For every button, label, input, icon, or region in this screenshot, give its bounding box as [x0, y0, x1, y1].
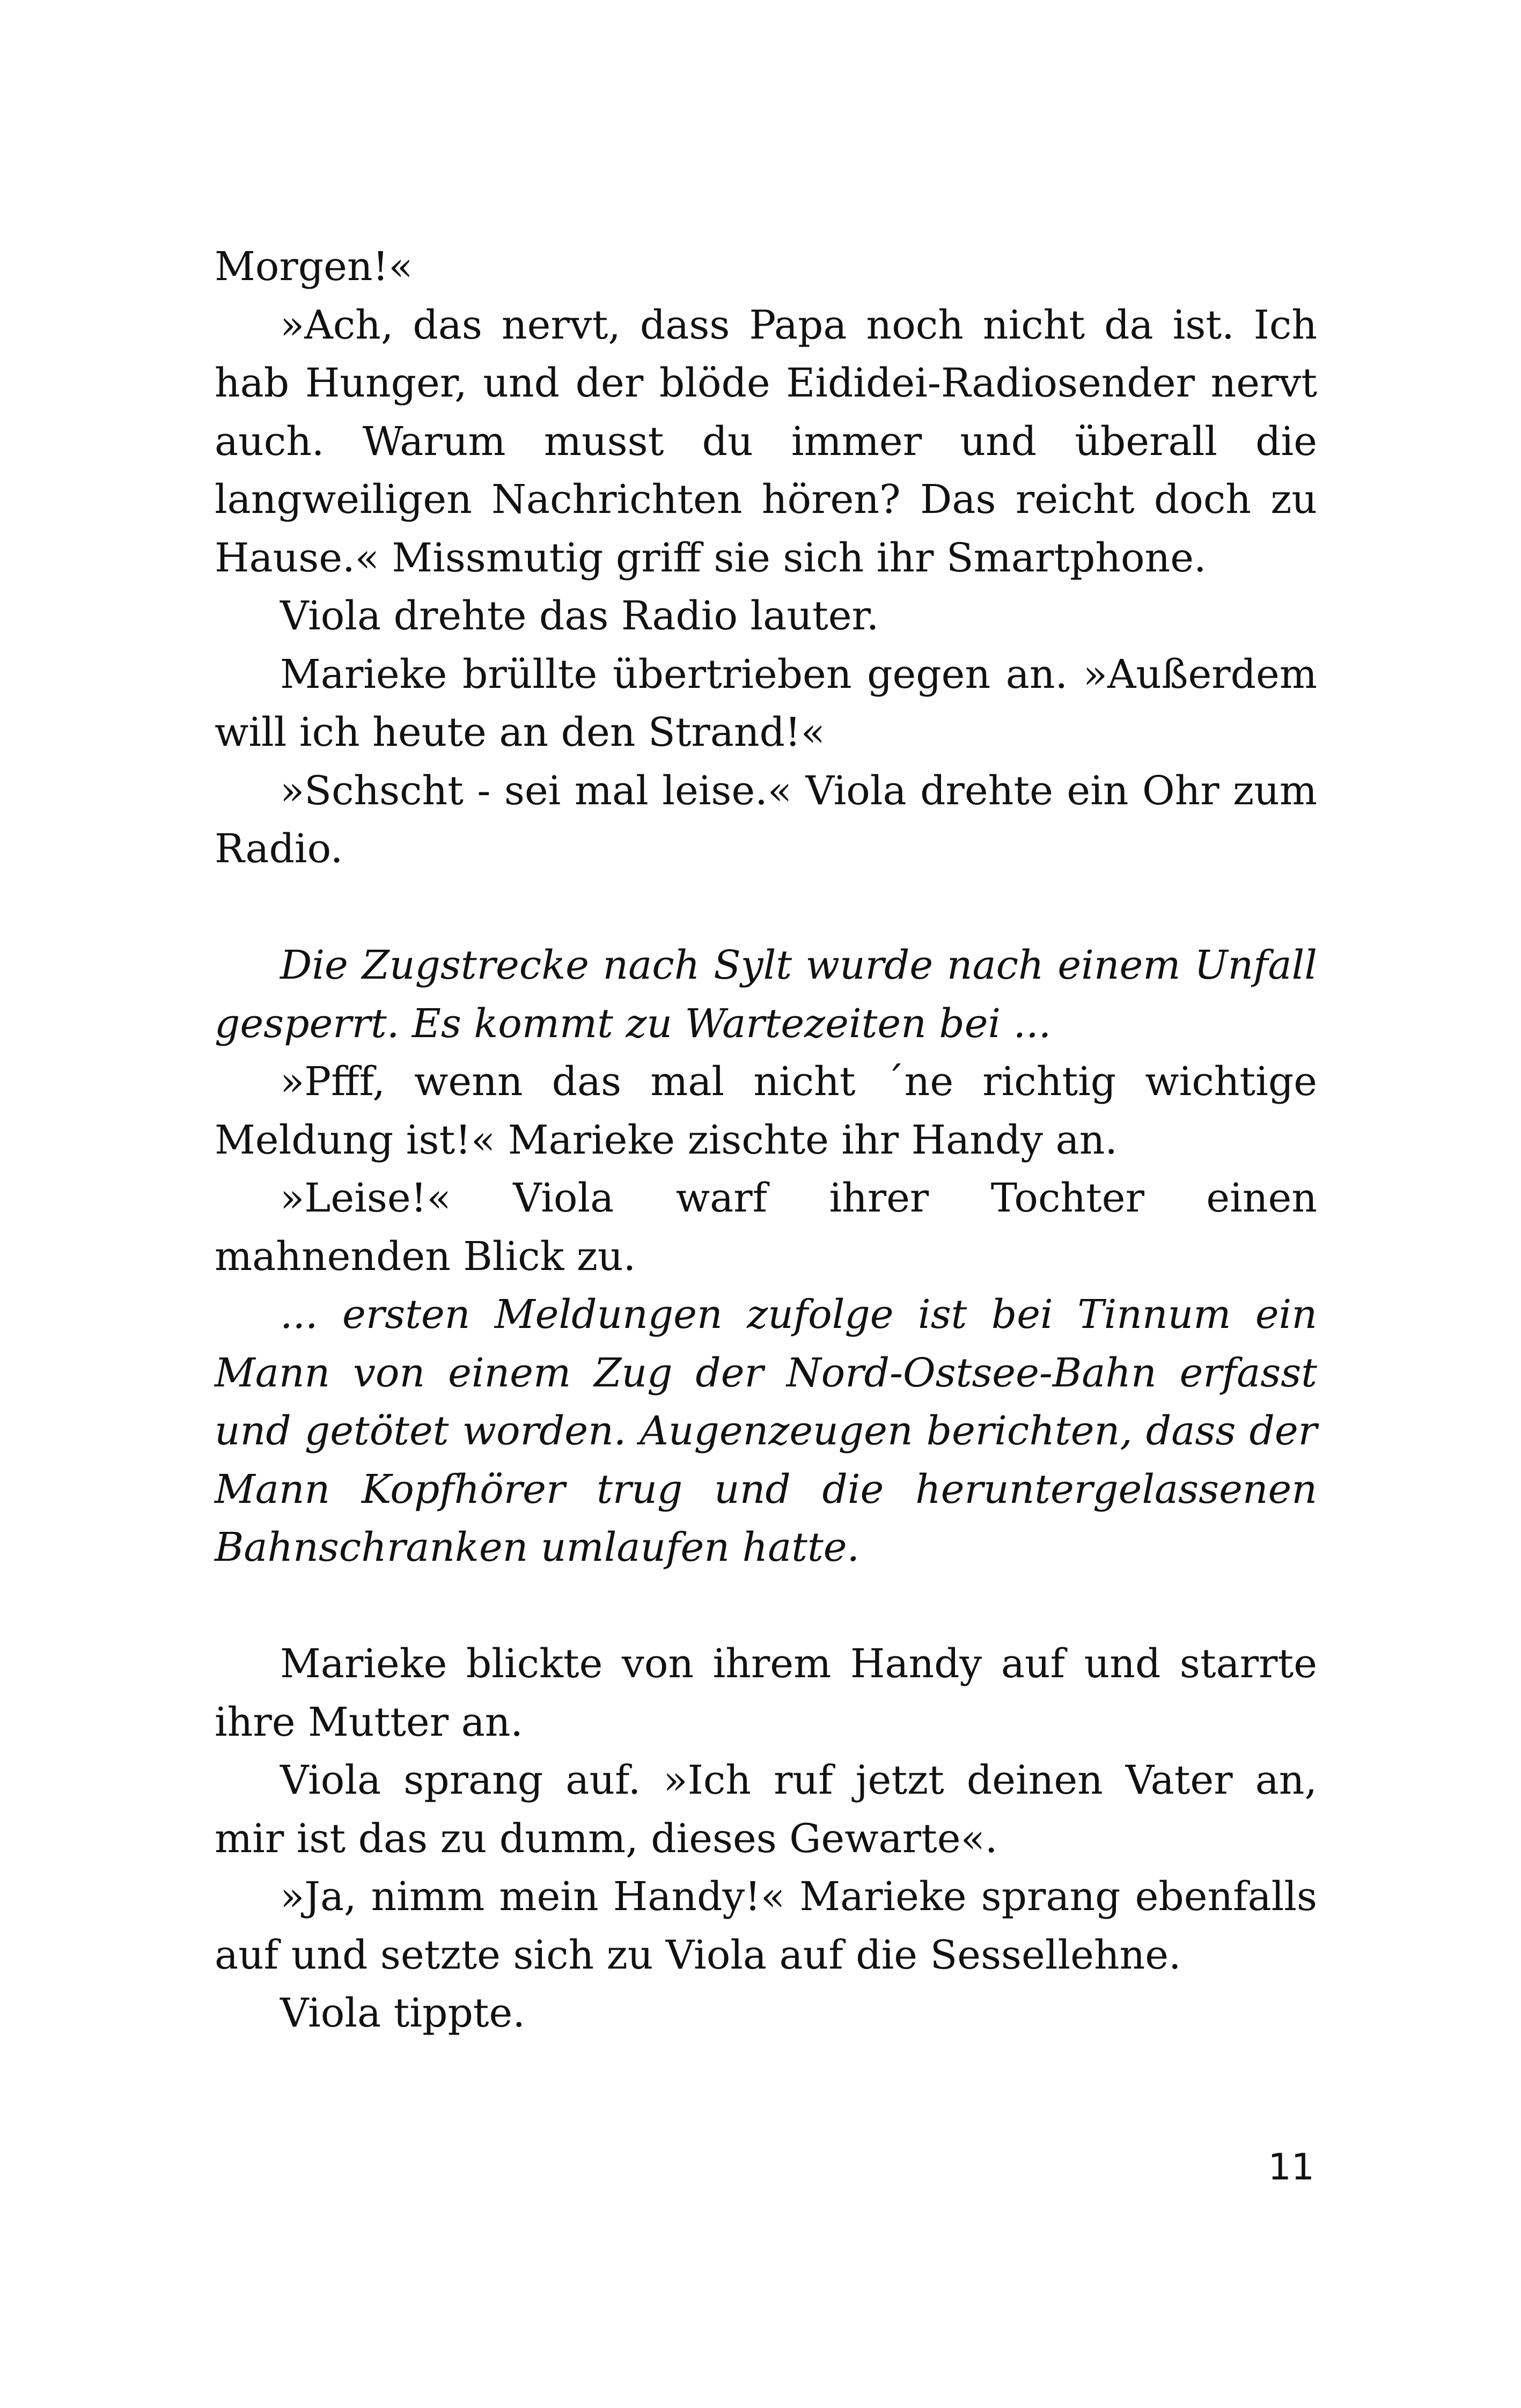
page-number: 11 [1268, 2146, 1314, 2189]
paragraph: Marieke blickte von ihrem Handy auf und starrte ihre Mutter an. [215, 1641, 1317, 1745]
paragraph: »Schscht - sei mal leise.« Viola drehte ein Ohr zum Radio. [215, 767, 1317, 872]
paragraph: »Pfff, wenn das mal nicht ´ne richtig wichtige Meldung ist!« Marieke zischte ihr Handy an. [215, 1059, 1317, 1163]
radio-announcement: ... ersten Meldungen zufolge ist bei Tinnum ein Mann von einem Zug der Nord-Ostsee-Bahn erfasst und getötet worden. Augenzeugen berichten, dass der Mann Kopfhörer trug und die heruntergelassenen Bahnschranken umlaufen hatte. [215, 1291, 1317, 1570]
paragraph: »Leise!« Viola warf ihrer Tochter einen mahnenden Blick zu. [215, 1175, 1317, 1280]
paragraph: Marieke brüllte übertrieben gegen an. »Außerdem will ich heute an den Strand!« [215, 651, 1317, 755]
paragraph: Viola tippte. [280, 1990, 525, 2036]
paragraph: »Ach, das nervt, dass Papa noch nicht da ist. Ich hab Hunger, und der blöde Eididei-Radiosender nervt auch. Warum musst du immer und überall die langweiligen Nachrichten hören? Das reicht doch zu Hause.« Missmutig griff sie sich ihr Smartphone. [215, 302, 1317, 581]
paragraph: Viola sprang auf. »Ich ruf jetzt deinen Vater an, mir ist das zu dumm, dieses Gewarte«. [215, 1757, 1317, 1862]
body-text [215, 238, 1317, 2043]
radio-announcement: Die Zugstrecke nach Sylt wurde nach einem Unfall gesperrt. Es kommt zu Wartezeiten bei ... [215, 942, 1317, 1047]
paragraph: »Ja, nimm mein Handy!« Marieke sprang ebenfalls auf und setzte sich zu Viola auf die Sessellehne. [215, 1874, 1317, 1978]
paragraph: Viola drehte das Radio lauter. [280, 593, 879, 639]
blank-line [215, 878, 1317, 937]
paragraph: Morgen!« [215, 244, 413, 290]
blank-line [215, 1577, 1317, 1635]
